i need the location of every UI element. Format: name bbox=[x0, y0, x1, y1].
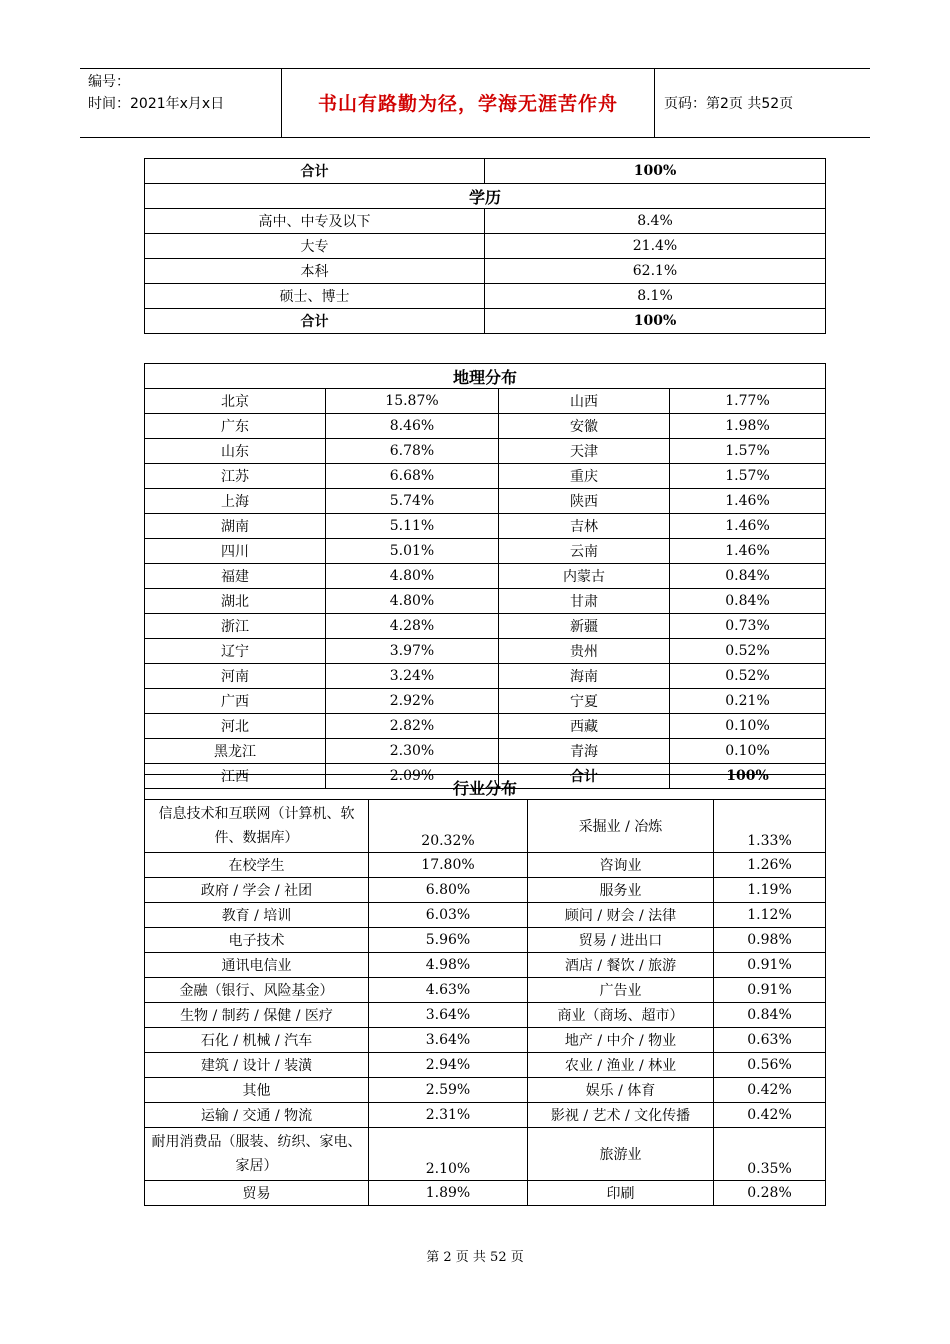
industry-name: 咨询业 bbox=[528, 853, 714, 878]
table-row bbox=[145, 414, 826, 439]
page-footer: 第 2 页 共 52 页 bbox=[426, 1250, 524, 1265]
doc-number-label: 编号： bbox=[88, 74, 130, 90]
table-row bbox=[145, 928, 826, 953]
table-row bbox=[145, 389, 826, 414]
region-percent: 0.84% bbox=[670, 564, 826, 589]
industry-percent: 4.98% bbox=[369, 953, 528, 978]
table-row bbox=[145, 739, 826, 764]
industry-name: 贸易 / 进出口 bbox=[528, 928, 714, 953]
industry-name: 旅游业 bbox=[528, 1128, 714, 1181]
region-name: 黑龙江 bbox=[145, 739, 326, 764]
industry-name: 金融（银行、风险基金） bbox=[145, 978, 369, 1003]
region-percent: 2.09% bbox=[326, 764, 499, 789]
geography-table bbox=[144, 363, 826, 789]
table-row bbox=[145, 1128, 826, 1181]
education-label: 硕士、博士 bbox=[145, 284, 485, 309]
table-row bbox=[145, 903, 826, 928]
region-percent: 3.24% bbox=[326, 664, 499, 689]
table-row bbox=[145, 1028, 826, 1053]
region-percent: 15.87% bbox=[326, 389, 499, 414]
table-row bbox=[145, 1003, 826, 1028]
industry-percent: 0.98% bbox=[714, 928, 826, 953]
region-name: 辽宁 bbox=[145, 639, 326, 664]
region-name: 浙江 bbox=[145, 614, 326, 639]
doc-time-label: 时间：2021年x月x日 bbox=[88, 96, 225, 112]
region-name: 湖南 bbox=[145, 514, 326, 539]
industry-name: 建筑 / 设计 / 装潢 bbox=[145, 1053, 369, 1078]
region-name: 湖北 bbox=[145, 589, 326, 614]
industry-percent: 2.94% bbox=[369, 1053, 528, 1078]
region-name: 广西 bbox=[145, 689, 326, 714]
region-name: 海南 bbox=[499, 664, 670, 689]
table-row bbox=[145, 689, 826, 714]
total-label: 合计 bbox=[145, 309, 485, 334]
header-page-info: 页码：第2页 共52页 bbox=[664, 96, 794, 112]
industry-percent: 1.26% bbox=[714, 853, 826, 878]
region-percent: 5.11% bbox=[326, 514, 499, 539]
industry-percent: 6.03% bbox=[369, 903, 528, 928]
education-percent: 62.1% bbox=[485, 259, 826, 284]
table-row bbox=[145, 1103, 826, 1128]
industry-percent: 0.91% bbox=[714, 978, 826, 1003]
region-percent: 4.80% bbox=[326, 589, 499, 614]
table-row bbox=[145, 464, 826, 489]
industry-percent: 0.35% bbox=[714, 1128, 826, 1181]
region-percent: 2.92% bbox=[326, 689, 499, 714]
industry-percent: 1.33% bbox=[714, 800, 826, 853]
table-row bbox=[145, 439, 826, 464]
table-row bbox=[145, 259, 826, 284]
industry-name: 其他 bbox=[145, 1078, 369, 1103]
table-row bbox=[145, 514, 826, 539]
industry-name: 教育 / 培训 bbox=[145, 903, 369, 928]
industry-name: 运输 / 交通 / 物流 bbox=[145, 1103, 369, 1128]
region-percent: 3.97% bbox=[326, 639, 499, 664]
industry-name: 政府 / 学会 / 社团 bbox=[145, 878, 369, 903]
industry-name: 服务业 bbox=[528, 878, 714, 903]
industry-name: 电子技术 bbox=[145, 928, 369, 953]
section-title-education: 学历 bbox=[145, 184, 826, 209]
table-row bbox=[145, 309, 826, 334]
region-name: 山西 bbox=[499, 389, 670, 414]
total-value: 100% bbox=[485, 159, 826, 184]
region-percent: 0.10% bbox=[670, 714, 826, 739]
region-percent: 5.01% bbox=[326, 539, 499, 564]
industry-name: 石化 / 机械 / 汽车 bbox=[145, 1028, 369, 1053]
region-name: 宁夏 bbox=[499, 689, 670, 714]
industry-name: 印刷 bbox=[528, 1181, 714, 1206]
industry-percent: 0.91% bbox=[714, 953, 826, 978]
region-percent: 0.21% bbox=[670, 689, 826, 714]
region-percent: 6.68% bbox=[326, 464, 499, 489]
industry-percent: 3.64% bbox=[369, 1028, 528, 1053]
region-percent: 1.57% bbox=[670, 439, 826, 464]
table-row bbox=[145, 714, 826, 739]
table-row bbox=[145, 853, 826, 878]
region-name: 福建 bbox=[145, 564, 326, 589]
education-label: 高中、中专及以下 bbox=[145, 209, 485, 234]
industry-name: 耐用消费品（服装、纺织、家电、家居） bbox=[145, 1128, 369, 1181]
region-percent: 1.46% bbox=[670, 489, 826, 514]
industry-name: 在校学生 bbox=[145, 853, 369, 878]
industry-percent: 5.96% bbox=[369, 928, 528, 953]
region-percent: 5.74% bbox=[326, 489, 499, 514]
education-percent: 21.4% bbox=[485, 234, 826, 259]
region-name: 贵州 bbox=[499, 639, 670, 664]
region-percent: 2.30% bbox=[326, 739, 499, 764]
region-name: 上海 bbox=[145, 489, 326, 514]
industry-percent: 0.84% bbox=[714, 1003, 826, 1028]
industry-name: 地产 / 中介 / 物业 bbox=[528, 1028, 714, 1053]
education-table bbox=[144, 158, 826, 334]
table-row bbox=[145, 1078, 826, 1103]
total-value: 100% bbox=[485, 309, 826, 334]
industry-percent: 0.42% bbox=[714, 1103, 826, 1128]
industry-table bbox=[144, 774, 826, 1206]
total-label: 合计 bbox=[145, 159, 485, 184]
region-name: 陕西 bbox=[499, 489, 670, 514]
header-meta bbox=[88, 71, 283, 115]
section-header-row bbox=[145, 364, 826, 389]
table-row bbox=[145, 639, 826, 664]
industry-percent: 17.80% bbox=[369, 853, 528, 878]
region-name: 山东 bbox=[145, 439, 326, 464]
region-percent: 4.80% bbox=[326, 564, 499, 589]
table-row bbox=[145, 234, 826, 259]
region-name: 甘肃 bbox=[499, 589, 670, 614]
industry-percent: 0.63% bbox=[714, 1028, 826, 1053]
region-name: 天津 bbox=[499, 439, 670, 464]
industry-percent: 4.63% bbox=[369, 978, 528, 1003]
table-row bbox=[145, 953, 826, 978]
industry-percent: 20.32% bbox=[369, 800, 528, 853]
table-row bbox=[145, 1181, 826, 1206]
industry-percent: 3.64% bbox=[369, 1003, 528, 1028]
region-percent: 0.52% bbox=[670, 639, 826, 664]
section-header-row bbox=[145, 775, 826, 800]
table-row bbox=[145, 800, 826, 853]
industry-percent: 6.80% bbox=[369, 878, 528, 903]
section-title-geography: 地理分布 bbox=[145, 364, 826, 389]
industry-name: 信息技术和互联网（计算机、软件、数据库） bbox=[145, 800, 369, 853]
industry-name: 生物 / 制药 / 保健 / 医疗 bbox=[145, 1003, 369, 1028]
industry-percent: 2.10% bbox=[369, 1128, 528, 1181]
region-percent: 2.82% bbox=[326, 714, 499, 739]
education-label: 本科 bbox=[145, 259, 485, 284]
region-percent: 0.84% bbox=[670, 589, 826, 614]
region-name: 内蒙古 bbox=[499, 564, 670, 589]
page-header bbox=[80, 68, 870, 138]
region-percent: 0.73% bbox=[670, 614, 826, 639]
table-row bbox=[145, 589, 826, 614]
region-percent: 6.78% bbox=[326, 439, 499, 464]
region-percent: 8.46% bbox=[326, 414, 499, 439]
industry-percent: 0.42% bbox=[714, 1078, 826, 1103]
header-divider bbox=[654, 69, 655, 137]
region-name: 云南 bbox=[499, 539, 670, 564]
industry-name: 农业 / 渔业 / 林业 bbox=[528, 1053, 714, 1078]
industry-percent: 1.89% bbox=[369, 1181, 528, 1206]
region-percent: 1.98% bbox=[670, 414, 826, 439]
industry-percent: 1.19% bbox=[714, 878, 826, 903]
table-row bbox=[145, 209, 826, 234]
table-row bbox=[145, 564, 826, 589]
table-row bbox=[145, 614, 826, 639]
table-row bbox=[145, 539, 826, 564]
section-title-industry: 行业分布 bbox=[145, 775, 826, 800]
industry-percent: 0.28% bbox=[714, 1181, 826, 1206]
region-name: 新疆 bbox=[499, 614, 670, 639]
industry-name: 通讯电信业 bbox=[145, 953, 369, 978]
table-row bbox=[145, 489, 826, 514]
region-name: 江西 bbox=[145, 764, 326, 789]
industry-name: 娱乐 / 体育 bbox=[528, 1078, 714, 1103]
region-name: 河南 bbox=[145, 664, 326, 689]
region-percent: 1.46% bbox=[670, 514, 826, 539]
region-name: 河北 bbox=[145, 714, 326, 739]
industry-name: 采掘业 / 冶炼 bbox=[528, 800, 714, 853]
header-motto: 书山有路勤为径，学海无涯苦作舟 bbox=[317, 93, 618, 115]
total-value: 100% bbox=[670, 764, 826, 789]
region-percent: 1.46% bbox=[670, 539, 826, 564]
industry-percent: 1.12% bbox=[714, 903, 826, 928]
industry-name: 顾问 / 财会 / 法律 bbox=[528, 903, 714, 928]
table-row bbox=[145, 1053, 826, 1078]
region-percent: 1.77% bbox=[670, 389, 826, 414]
region-name: 江苏 bbox=[145, 464, 326, 489]
table-row bbox=[145, 978, 826, 1003]
table-row bbox=[145, 284, 826, 309]
industry-percent: 2.59% bbox=[369, 1078, 528, 1103]
region-name: 广东 bbox=[145, 414, 326, 439]
region-name: 吉林 bbox=[499, 514, 670, 539]
region-percent: 4.28% bbox=[326, 614, 499, 639]
region-name: 北京 bbox=[145, 389, 326, 414]
education-label: 大专 bbox=[145, 234, 485, 259]
region-name: 西藏 bbox=[499, 714, 670, 739]
region-name: 四川 bbox=[145, 539, 326, 564]
table-row bbox=[145, 664, 826, 689]
industry-name: 广告业 bbox=[528, 978, 714, 1003]
industry-name: 商业（商场、超市） bbox=[528, 1003, 714, 1028]
region-percent: 1.57% bbox=[670, 464, 826, 489]
industry-percent: 0.56% bbox=[714, 1053, 826, 1078]
industry-name: 影视 / 艺术 / 文化传播 bbox=[528, 1103, 714, 1128]
region-percent: 0.10% bbox=[670, 739, 826, 764]
industry-name: 贸易 bbox=[145, 1181, 369, 1206]
region-name: 安徽 bbox=[499, 414, 670, 439]
region-percent: 0.52% bbox=[670, 664, 826, 689]
industry-percent: 2.31% bbox=[369, 1103, 528, 1128]
table-row bbox=[145, 878, 826, 903]
section-header-row bbox=[145, 184, 826, 209]
region-name: 青海 bbox=[499, 739, 670, 764]
education-percent: 8.4% bbox=[485, 209, 826, 234]
industry-name: 酒店 / 餐饮 / 旅游 bbox=[528, 953, 714, 978]
education-percent: 8.1% bbox=[485, 284, 826, 309]
region-name: 重庆 bbox=[499, 464, 670, 489]
table-row bbox=[145, 159, 826, 184]
total-label: 合计 bbox=[499, 764, 670, 789]
